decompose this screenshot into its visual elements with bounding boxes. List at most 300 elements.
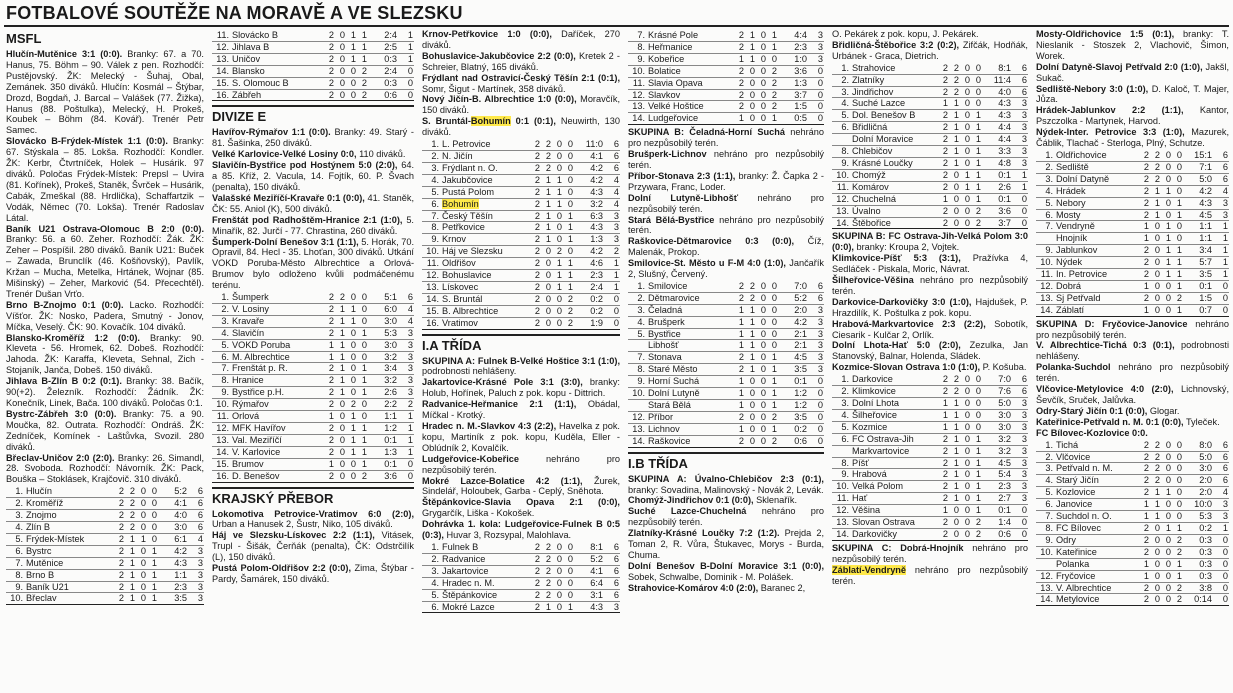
cell-lost: 0 [563, 139, 574, 150]
cell-lost: 2 [971, 517, 982, 529]
cell-won: 1 [949, 493, 960, 505]
match-details: Daříček, 270 diváků. [422, 29, 620, 50]
cell-team: Slavia Opava [646, 77, 734, 89]
cell-played: 2 [734, 101, 745, 113]
cell-drawn: 0 [552, 565, 563, 577]
cell-lost: 1 [767, 400, 778, 412]
table-row [422, 305, 620, 317]
cell-points: 1 [1213, 269, 1229, 281]
cell-drawn: 1 [136, 533, 147, 545]
match-details: podrobnosti nehlášeny. [422, 366, 517, 377]
table-row [1036, 221, 1229, 233]
cell-score: 4:3 [1183, 197, 1213, 209]
standings-table [628, 30, 824, 125]
cell-lost: 1 [971, 469, 982, 481]
table-row [1036, 304, 1229, 316]
cell-won: 2 [541, 139, 552, 150]
cell-points: 0 [808, 89, 824, 101]
match-report [212, 149, 414, 160]
cell-drawn: 0 [1161, 197, 1172, 209]
cell-lost: 2 [767, 77, 778, 89]
cell-points: 6 [1213, 463, 1229, 475]
table-row [422, 589, 620, 601]
standings-table [212, 292, 414, 483]
match-report [6, 376, 204, 409]
cell-won: 2 [745, 292, 756, 304]
match-report [422, 94, 620, 116]
match-report [6, 333, 204, 377]
table-row [628, 400, 824, 412]
cell-points: 3 [604, 210, 620, 222]
cell-score: 0:1 [1183, 280, 1213, 292]
cell-won: 0 [745, 388, 756, 400]
match-report [212, 160, 414, 193]
cell-won: 1 [125, 581, 136, 593]
cell-lost: 2 [357, 77, 368, 89]
cell-won: 2 [125, 521, 136, 533]
cell-lost: 2 [1172, 292, 1183, 304]
cell-played: 1 [1139, 570, 1150, 582]
cell-score: 4:0 [982, 86, 1012, 98]
cell-points: 1 [1213, 221, 1229, 233]
match-headline: Dohrávka 1. kola: Ludgeřovice-Fulnek B 0:5 (0:3), [422, 519, 620, 541]
table-row [832, 433, 1028, 445]
cell-score: 4:3 [158, 557, 188, 569]
cell-won: 1 [335, 303, 346, 315]
cell-rank: 13. [832, 205, 850, 217]
cell-lost: 2 [357, 89, 368, 101]
cell-played: 2 [1139, 209, 1150, 221]
cell-score: 15:1 [1183, 150, 1213, 161]
cell-played: 2 [1139, 487, 1150, 499]
cell-points: 0 [808, 113, 824, 125]
cell-points: 3 [398, 327, 414, 339]
cell-drawn: 0 [756, 30, 767, 41]
cell-rank: 11. [212, 411, 230, 423]
match-headline: Slovácko B-Frýdek-Místek 1:1 (0:0). [6, 136, 168, 147]
cell-drawn: 1 [346, 411, 357, 423]
cell-points: 4 [604, 186, 620, 198]
match-details: 5. Horák, 70. Opravil, 84. Hecl - 35. Lhoťan, 300 diváků. Utkání VOKD Poruba-Město Albrechtice a Orlová-Brumov bylo odloženo kvůli podmáčenému terénu. [212, 236, 414, 291]
cell-team: Kroměříž [24, 498, 114, 510]
cell-points: 0 [808, 388, 824, 400]
match-details: Branky: 90. Kleveta - 56. Hromek, 62. Dobeš. Rozhodčí: Jahoda. ŽK: Karaffa, Kleveta, Sehnal, Zich - Stojaník, Janča, Dobeš. 150 diváků. [6, 332, 204, 376]
cell-points: 3 [398, 387, 414, 399]
cell-team: Frenštát p. R. [230, 363, 324, 375]
match-headline: Polanka-Suchdol [1036, 362, 1111, 373]
cell-lost: 0 [147, 498, 158, 510]
cell-won: 1 [1150, 487, 1161, 499]
match-headline: SKUPINA A: Fulnek B-Velké Hoštice 3:1 (1:0), [422, 355, 620, 366]
cell-drawn: 0 [756, 328, 767, 340]
match-headline: SKUPINA B: FC Ostrava-Jih-Velká Polom 3:0 (0:0), [832, 231, 1028, 253]
cell-points: 0 [1012, 505, 1028, 517]
cell-points: 6 [188, 510, 204, 522]
cell-team: Krásné Loučky [850, 157, 938, 169]
section-heading: MSFL [6, 31, 42, 46]
match-headline: Chomýž-Jindřichov 0:1 (0:0), [628, 495, 754, 506]
match-details: Glogar. [1147, 405, 1180, 416]
cell-team: Nýdek [1054, 257, 1139, 269]
cell-score: 1:3 [778, 77, 808, 89]
cell-team: Bohuslavice [440, 270, 530, 282]
match-headline: Příbor-Stonava 2:3 (1:1), [628, 170, 736, 181]
cell-team: Slavičín [230, 327, 324, 339]
match-details: Huvar 3, Rozsypal, Malohlava. [443, 530, 572, 541]
cell-won: 2 [541, 565, 552, 577]
cell-points: 1 [604, 258, 620, 270]
cell-drawn: 0 [960, 433, 971, 445]
cell-played: 2 [324, 470, 335, 482]
cell-played: 2 [324, 292, 335, 303]
cell-team: Slavkov [646, 89, 734, 101]
cell-drawn: 0 [960, 421, 971, 433]
cell-team: Velká Polom [850, 481, 938, 493]
cell-won: 0 [335, 53, 346, 65]
cell-team: L. Petrovice [440, 139, 530, 150]
cell-drawn: 1 [1161, 487, 1172, 499]
cell-team: Val. Meziříčí [230, 434, 324, 446]
cell-lost: 0 [357, 351, 368, 363]
match-report [1036, 362, 1229, 384]
cell-drawn: 1 [552, 174, 563, 186]
cell-points: 0 [808, 65, 824, 77]
match-details: branky: Ž. Čapka 2 - Przywara, Franc, Loder. [628, 170, 824, 192]
table-row [832, 457, 1028, 469]
match-report [628, 127, 824, 149]
cell-score: 2:1 [778, 340, 808, 352]
cell-played: 2 [1139, 451, 1150, 463]
table-row [832, 110, 1028, 122]
cell-played: 2 [1139, 161, 1150, 173]
cell-score: 3:6 [368, 470, 398, 482]
cell-rank: 3. [422, 162, 440, 174]
cell-rank: 12. [1036, 280, 1054, 292]
match-details: Lichnovský, Ševčík, Sruček, Jalůvka. [1036, 384, 1229, 405]
cell-rank: 2. [422, 553, 440, 565]
cell-played: 2 [324, 53, 335, 65]
cell-rank: 6. [6, 545, 24, 557]
cell-won: 2 [541, 150, 552, 162]
cell-played: 1 [734, 304, 745, 316]
cell-drawn: 0 [1161, 582, 1172, 594]
cell-points: 0 [808, 400, 824, 412]
cell-played: 2 [734, 352, 745, 364]
cell-score: 4:3 [574, 222, 604, 234]
cell-played: 2 [734, 30, 745, 41]
match-report [628, 528, 824, 561]
cell-lost: 2 [767, 435, 778, 447]
cell-score: 4:2 [778, 316, 808, 328]
cell-team: Frýdlant n. O. [440, 162, 530, 174]
cell-played: 2 [938, 517, 949, 529]
cell-rank: 16. [212, 89, 230, 101]
cell-rank: 4. [212, 327, 230, 339]
cell-score: 3:2 [982, 433, 1012, 445]
cell-played: 1 [324, 351, 335, 363]
cell-played: 2 [324, 65, 335, 77]
cell-points: 6 [604, 139, 620, 150]
match-report [422, 377, 620, 399]
table-row [1036, 475, 1229, 487]
cell-points: 6 [1012, 374, 1028, 385]
match-details: Grygarčík, Liška - Kokošek. [422, 508, 535, 519]
cell-played: 1 [1139, 511, 1150, 523]
cell-score: 2:2 [368, 399, 398, 411]
cell-lost: 1 [357, 363, 368, 375]
cell-won: 1 [541, 234, 552, 246]
table-row [422, 577, 620, 589]
table-row [422, 246, 620, 258]
match-headline: Velké Karlovice-Velké Losiny 0:0, [212, 149, 357, 160]
cell-drawn: 0 [960, 205, 971, 217]
cell-rank: 16. [422, 317, 440, 329]
cell-team: Nebory [1054, 197, 1139, 209]
cell-score: 1:1 [1183, 233, 1213, 245]
cell-rank: 1. [832, 63, 850, 74]
cell-points: 1 [1213, 245, 1229, 257]
cell-played: 2 [114, 498, 125, 510]
cell-score: 0:14 [1183, 594, 1213, 606]
cell-team: Dolní Moravice [850, 134, 938, 146]
cell-team: Mokré Lazce [440, 601, 530, 613]
cell-lost: 1 [357, 41, 368, 53]
cell-played: 1 [938, 398, 949, 410]
cell-team: Jablunkov [1054, 245, 1139, 257]
table-row [212, 292, 414, 303]
cell-played: 2 [1139, 150, 1150, 161]
cell-played: 2 [938, 493, 949, 505]
cell-played: 2 [938, 122, 949, 134]
cell-rank: 8. [832, 457, 850, 469]
table-row [212, 30, 414, 41]
match-headline: Štěpánkovice-Slavia Opava 2:1 (0:0), [422, 497, 620, 508]
cell-won: 1 [335, 363, 346, 375]
cell-points: 0 [1213, 304, 1229, 316]
cell-team: Uničov [230, 53, 324, 65]
table-row [422, 258, 620, 270]
cell-rank: 5. [212, 339, 230, 351]
cell-points: 4 [1213, 487, 1229, 499]
match-details: Somr, Šigut - Martínek, 358 diváků. [422, 83, 566, 94]
table-row [832, 374, 1028, 385]
table-row [212, 327, 414, 339]
cell-won: 1 [335, 339, 346, 351]
match-details: Branky: 67. a 70. Hanus, 75. Böhm – 90. Válek z pen. Rozhodčí: Pustějovský. ŽK: Melecký - Šuhaj, Obal, Zemánek. 350 diváků. Hlučín: Kosmál – Štýbar, Drozd, Bogdaň, J. Barcal – Valášek (77. Žižka), Hanus (88. Poštulka), Melecký, H. Prokeš, Koubek – Böhm (84. Kovář). Trenér Petr Samec. [6, 49, 204, 136]
cell-score: 4:3 [574, 601, 604, 613]
table-row [1036, 440, 1229, 451]
cell-rank: 10. [832, 481, 850, 493]
cell-rank: 11. [832, 181, 850, 193]
cell-team: Petřkovice [440, 222, 530, 234]
match-report [6, 409, 204, 453]
cell-points: 3 [604, 222, 620, 234]
cell-won: 0 [541, 258, 552, 270]
cell-team: Markvartovice [850, 445, 938, 457]
match-details: branky: Holub, Hořínek, Paluch z pok. kopu - Dittrich. [422, 377, 620, 399]
cell-drawn: 0 [136, 593, 147, 605]
cell-drawn: 1 [552, 270, 563, 282]
cell-lost: 0 [357, 399, 368, 411]
cell-team: Čeladná [646, 304, 734, 316]
cell-team: Starý Jičín [1054, 475, 1139, 487]
cell-lost: 1 [1172, 209, 1183, 221]
table-row [628, 388, 824, 400]
cell-team: Kateřinice [1054, 546, 1139, 558]
cell-drawn: 0 [960, 445, 971, 457]
cell-drawn: 1 [346, 30, 357, 41]
table-row [1036, 245, 1229, 257]
match-headline: Jihlava B-Zlín B 0:2 (0:1). [6, 376, 122, 387]
cell-played: 1 [734, 113, 745, 125]
cell-rank: 8. [1036, 522, 1054, 534]
cell-drawn: 0 [960, 110, 971, 122]
cell-drawn: 0 [960, 469, 971, 481]
cell-won: 2 [1150, 440, 1161, 451]
cell-score: 1:3 [368, 446, 398, 458]
cell-won: 0 [335, 41, 346, 53]
cell-drawn: 0 [552, 305, 563, 317]
cell-team: Jakartovice [440, 565, 530, 577]
cell-score: 0:3 [1183, 534, 1213, 546]
section-heading: I.B TŘÍDA [628, 452, 824, 471]
match-details: branky: Kroupa 2, Vojtek. [853, 242, 960, 253]
cell-score: 3:8 [1183, 582, 1213, 594]
cell-won: 1 [1150, 209, 1161, 221]
cell-played: 2 [734, 292, 745, 304]
table-row [832, 98, 1028, 110]
cell-drawn: 0 [136, 569, 147, 581]
cell-played: 2 [324, 89, 335, 101]
match-report [6, 224, 204, 300]
table-row [1036, 534, 1229, 546]
table-row [422, 317, 620, 329]
cell-team: N. Jičín [440, 150, 530, 162]
table-row [212, 351, 414, 363]
cell-points: 6 [604, 553, 620, 565]
cell-played: 2 [938, 457, 949, 469]
cell-points: 4 [398, 315, 414, 327]
cell-won: 2 [949, 74, 960, 86]
table-row [628, 304, 824, 316]
cell-score: 8:1 [982, 63, 1012, 74]
cell-score: 0:3 [1183, 546, 1213, 558]
table-row [628, 292, 824, 304]
cell-won: 0 [745, 423, 756, 435]
cell-score: 2:5 [368, 41, 398, 53]
match-headline: Brno B-Znojmo 0:1 (0:0). [6, 299, 124, 310]
cell-team: Heřmanice [646, 41, 734, 53]
table-row [832, 469, 1028, 481]
cell-rank: 5. [6, 533, 24, 545]
match-headline: S. Bruntál- [422, 116, 471, 127]
cell-lost: 1 [1172, 570, 1183, 582]
cell-played: 2 [938, 205, 949, 217]
cell-score: 4:5 [778, 352, 808, 364]
cell-drawn: 0 [756, 435, 767, 447]
cell-won: 0 [541, 270, 552, 282]
match-details: Jakšl, Sukač. [1036, 61, 1229, 83]
cell-rank: 5. [832, 421, 850, 433]
cell-score: 7:6 [982, 386, 1012, 398]
cell-drawn: 0 [1161, 440, 1172, 451]
match-headline: Bohuslavice-Jakubčovice 2:2 (0:0), [422, 50, 576, 61]
cell-won: 2 [541, 542, 552, 553]
cell-played: 1 [324, 411, 335, 423]
cell-score: 0:1 [368, 434, 398, 446]
match-report [6, 300, 204, 333]
cell-lost: 1 [147, 557, 158, 569]
cell-rank: 10. [1036, 546, 1054, 558]
cell-team: V. Albrechtice [1054, 582, 1139, 594]
table-row [628, 376, 824, 388]
cell-team: Baník U21 [24, 581, 114, 593]
match-report [422, 356, 620, 378]
cell-rank: 1. [628, 281, 646, 292]
cell-won: 0 [1150, 292, 1161, 304]
table-row [1036, 594, 1229, 606]
cell-drawn: 1 [346, 41, 357, 53]
cell-won: 2 [335, 292, 346, 303]
cell-points: 3 [188, 593, 204, 605]
cell-score: 0:6 [982, 528, 1012, 540]
cell-won: 0 [949, 181, 960, 193]
cell-team: Lískovec [440, 281, 530, 293]
cell-won: 1 [949, 134, 960, 146]
cell-rank: 14. [212, 65, 230, 77]
cell-played: 2 [938, 445, 949, 457]
table-row [628, 30, 824, 41]
match-report [1036, 127, 1229, 149]
cell-points: 1 [1213, 257, 1229, 269]
cell-score: 5:0 [1183, 173, 1213, 185]
cell-points: 6 [604, 542, 620, 553]
match-details: Hajdušek, P. Hrazdilík, K. Poštulka z pok. kopu. [832, 296, 1028, 318]
cell-won: 0 [1150, 269, 1161, 281]
standings-table [422, 542, 620, 613]
cell-team: Fulnek B [440, 542, 530, 553]
cell-score: 2:6 [982, 181, 1012, 193]
cell-rank: 11. [1036, 269, 1054, 281]
cell-drawn: 0 [1161, 280, 1172, 292]
cell-team: Janovice [1054, 499, 1139, 511]
table-row [422, 553, 620, 565]
cell-lost: 1 [971, 134, 982, 146]
cell-points: 0 [1012, 528, 1028, 540]
cell-played: 2 [734, 411, 745, 423]
cell-drawn: 0 [756, 304, 767, 316]
cell-points: 3 [808, 316, 824, 328]
table-row [6, 498, 204, 510]
match-details: Zifčák, Hodňák, Urbánek - Graca, Dietrich. [832, 39, 1028, 61]
cell-played: 1 [938, 98, 949, 110]
cell-lost: 0 [971, 63, 982, 74]
cell-score: 0:3 [368, 77, 398, 89]
cell-score: 0:2 [574, 293, 604, 305]
column-2 [212, 29, 414, 691]
match-headline: Břeclav-Uničov 2:0 (2:0). [6, 452, 115, 463]
cell-played: 2 [734, 89, 745, 101]
match-headline: Mokré Lazce-Bolatice 4:2 (1:1), [422, 475, 583, 486]
cell-drawn: 0 [1161, 570, 1172, 582]
cell-team: V. Losiny [230, 303, 324, 315]
cell-won: 1 [541, 186, 552, 198]
cell-played: 2 [530, 150, 541, 162]
cell-points: 0 [808, 101, 824, 113]
cell-drawn: 0 [960, 505, 971, 517]
cell-won: 0 [335, 65, 346, 77]
table-row [628, 340, 824, 352]
